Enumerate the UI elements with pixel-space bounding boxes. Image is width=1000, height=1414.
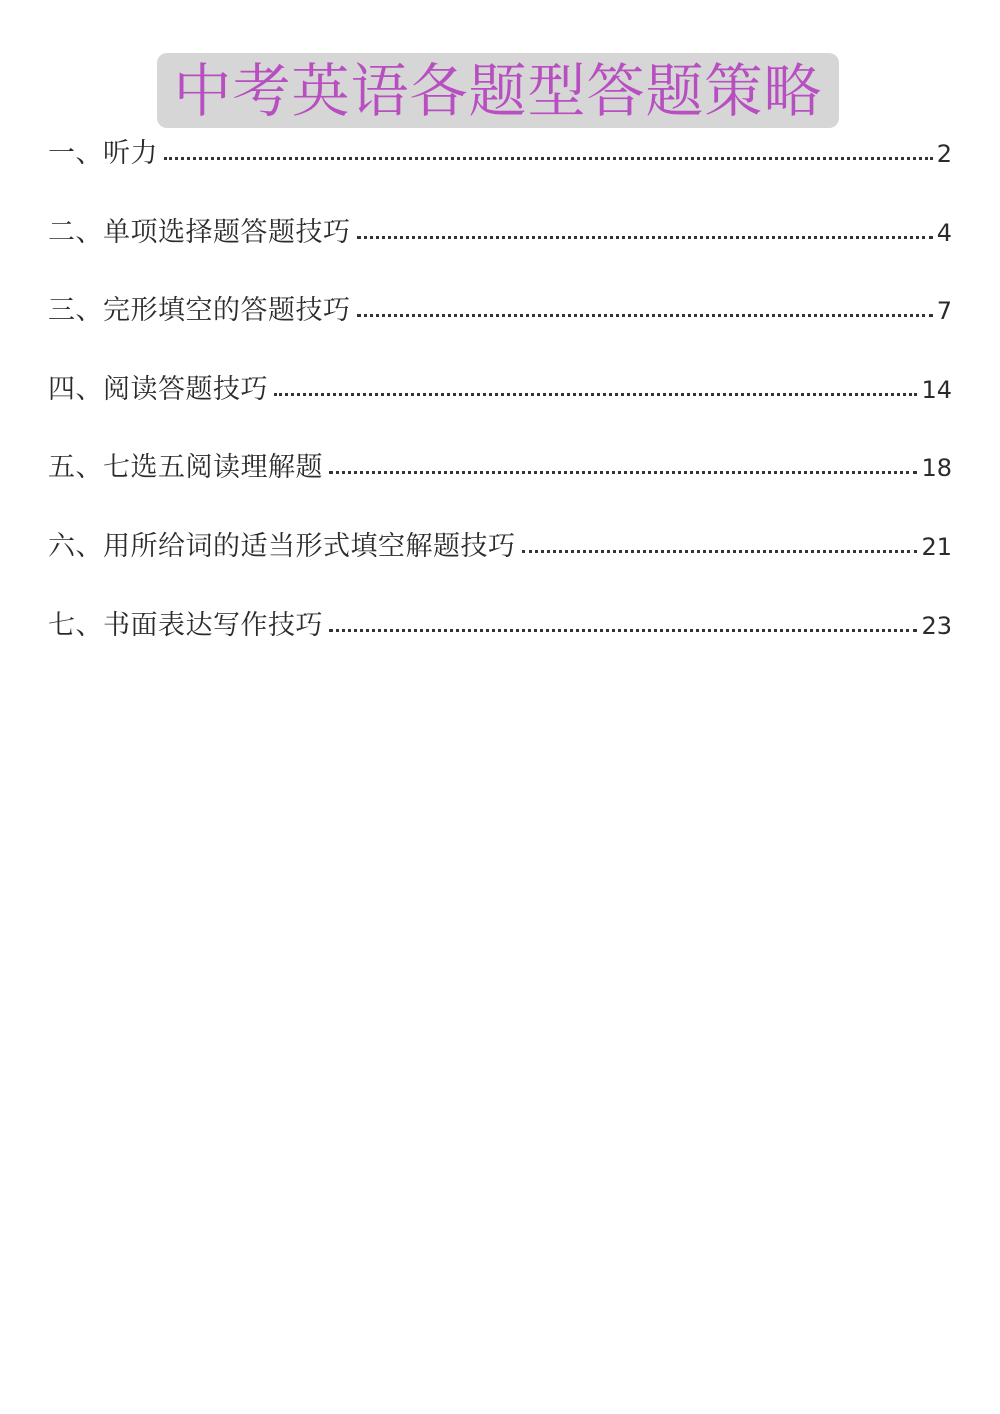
toc-entry-label: 三、完形填空的答题技巧 <box>48 295 351 327</box>
toc-entry-seven-choose-five[interactable] <box>48 446 952 525</box>
toc-page-number: 18 <box>921 454 952 483</box>
title-banner <box>157 53 839 128</box>
document-title: 中考英语各题型答题策略 <box>173 56 823 125</box>
toc-leader-dots <box>164 157 933 160</box>
toc-entry-label: 六、用所给词的适当形式填空解题技巧 <box>48 530 516 562</box>
toc-leader-dots <box>357 236 933 239</box>
toc-leader-dots <box>357 314 933 317</box>
toc-page-number: 23 <box>921 611 952 640</box>
toc-entry-word-form[interactable] <box>48 525 952 604</box>
toc-page-number: 4 <box>936 218 952 247</box>
toc-entry-single-choice[interactable] <box>48 211 952 290</box>
toc-entry-reading[interactable] <box>48 368 952 447</box>
toc-entry-label: 五、七选五阅读理解题 <box>48 452 323 484</box>
toc-entry-label: 七、书面表达写作技巧 <box>48 609 323 641</box>
toc-page-number: 14 <box>921 375 952 404</box>
toc-leader-dots <box>522 550 918 553</box>
toc-entry-label: 一、听力 <box>48 138 158 169</box>
table-of-contents <box>48 132 952 682</box>
toc-leader-dots <box>274 393 917 396</box>
toc-entry-label: 二、单项选择题答题技巧 <box>48 216 351 248</box>
toc-entry-label: 四、阅读答题技巧 <box>48 373 268 405</box>
toc-entry-writing[interactable] <box>48 604 952 683</box>
toc-page-number: 2 <box>936 140 952 168</box>
toc-page-number: 7 <box>936 297 952 326</box>
toc-page-number: 21 <box>921 532 952 561</box>
toc-leader-dots <box>329 629 917 632</box>
toc-entry-listening[interactable] <box>48 132 952 211</box>
toc-leader-dots <box>329 471 917 474</box>
toc-entry-cloze[interactable] <box>48 289 952 368</box>
